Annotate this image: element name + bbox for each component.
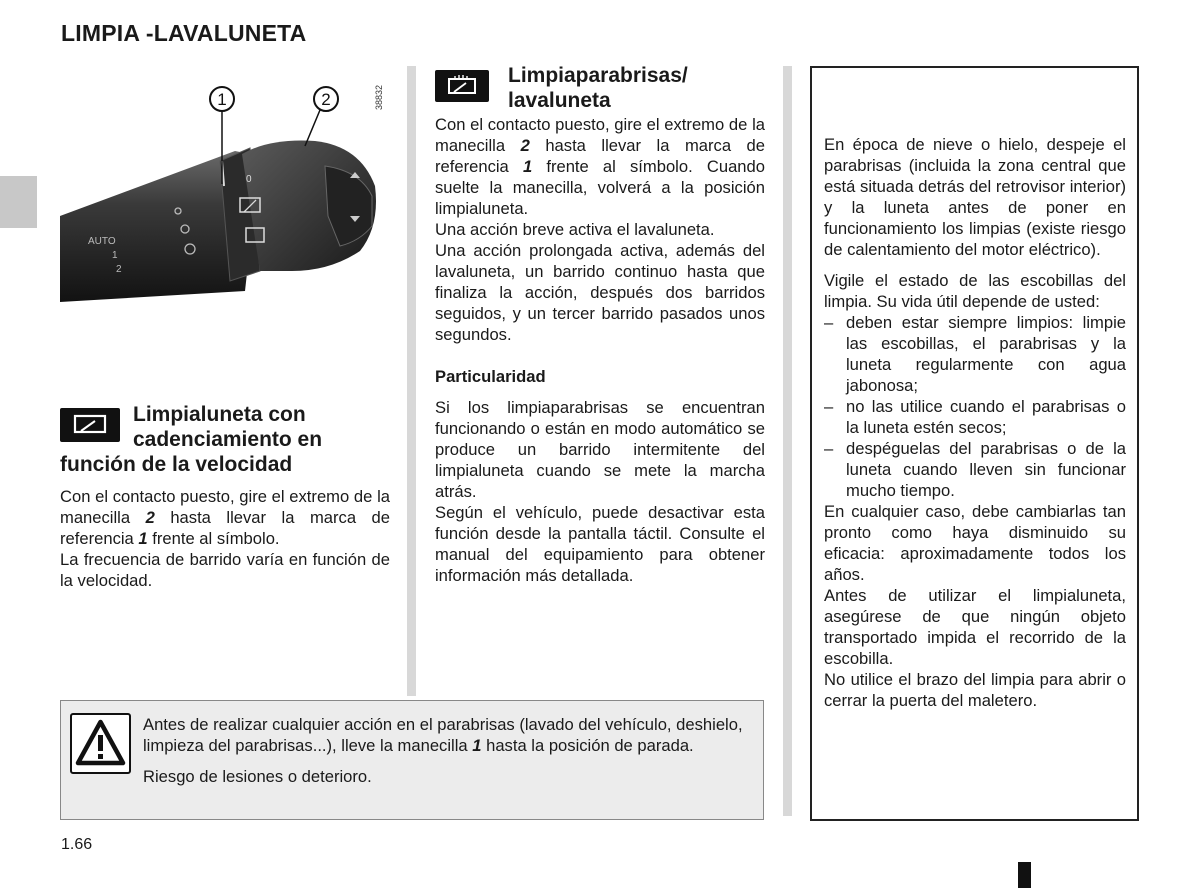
- column-divider-left: [407, 66, 416, 696]
- middle-paragraph-4: Si los limpiaparabrisas se encuentran funcionando o están en modo automático se produce un barrido intermitente del limpialuneta cuando se mete la marcha atrás.: [435, 398, 765, 501]
- middle-paragraph-3: Una acción prolongada activa, además del lavaluneta, un barrido continuo hasta que finaliza la acción, después dos barridos seguidos, y un tercer barrido pasados unos segundos.: [435, 241, 765, 344]
- page-number: 1.66: [61, 836, 93, 853]
- note-list-item: – no las utilice cuando el parabrisas o la luneta estén secos;: [824, 396, 1126, 438]
- note-paragraph-4: Antes de utilizar el limpialuneta, asegúrese de que ningún objeto transportado impida el recorrido de la escobilla.: [824, 586, 1126, 668]
- note-paragraph-3: En cualquier caso, debe cambiarlas tan pronto como haya disminuido su eficacia: aproximadamente todos los años.: [824, 502, 1126, 584]
- side-tab-marker: [0, 176, 37, 228]
- warning-line-2: Riesgo de lesiones o deterioro.: [143, 767, 372, 786]
- stalk-label-1: 1: [112, 250, 118, 261]
- page-title: LIMPIA -LAVALUNETA: [61, 20, 307, 46]
- left-paragraph-2: La frecuencia de barrido varía en función de la velocidad.: [60, 550, 390, 590]
- middle-heading: Limpiaparabrisas/ lavaluneta: [508, 64, 688, 112]
- svg-text:2: 2: [321, 90, 331, 109]
- middle-paragraph-1: Con el contacto puesto, gire el extremo de la manecilla 2 hasta llevar la marca de referencia 1 frente al símbolo. Cuando suelte la manecilla, volverá a la posición limpialuneta.: [435, 115, 765, 218]
- wiper-stalk-figure: [60, 66, 394, 306]
- middle-paragraph-2: Una acción breve activa el lavaluneta.: [435, 220, 715, 239]
- note-paragraph-2: Vigile el estado de las escobillas del limpia. Su vida útil depende de usted:: [824, 271, 1126, 311]
- middle-subheading: Particularidad: [435, 367, 546, 386]
- warning-triangle-icon: [70, 713, 131, 774]
- left-heading: Limpialuneta con cadenciamiento en función de la velocidad: [60, 403, 323, 476]
- wiper-stalk-illustration: [60, 66, 394, 306]
- svg-text:0: 0: [246, 174, 252, 185]
- warning-text: [143, 714, 751, 787]
- page-edge-marker: [1018, 862, 1031, 888]
- note-paragraph-1: En época de nieve o hielo, despeje el parabrisas (incluida la zona central que está situada detrás del retrovisor interior) y la luneta antes de poner en funcionamiento los limpias (existe riesgo de calentamiento del motor eléctrico).: [824, 135, 1126, 259]
- rear-washer-icon: [435, 70, 489, 102]
- left-paragraph-1: Con el contacto puesto, gire el extremo de la manecilla 2 hasta llevar la marca de referencia 1 frente al símbolo.: [60, 487, 390, 548]
- stalk-label-auto: AUTO: [88, 236, 116, 247]
- warning-line-1: Antes de realizar cualquier acción en el parabrisas (lavado del vehículo, deshielo, limpieza del parabrisas...), lleve la manecilla 1 hasta la posición de parada.: [143, 715, 743, 755]
- note-paragraph-5: No utilice el brazo del limpia para abrir o cerrar la puerta del maletero.: [824, 670, 1126, 710]
- left-body-text: [60, 486, 390, 591]
- note-list-item: – despéguelas del parabrisas o de la luneta cuando lleven sin funcionar mucho tiempo.: [824, 438, 1126, 501]
- note-list: [824, 312, 1126, 501]
- svg-text:1: 1: [217, 90, 227, 109]
- figure-ref-code: 38832: [374, 84, 384, 110]
- middle-body-text: [435, 114, 765, 586]
- middle-paragraph-5: Según el vehículo, puede desactivar esta función desde la pantalla táctil. Consulte el manual del equipamiento para obtener información más detallada.: [435, 503, 765, 585]
- note-box-text: [824, 134, 1126, 711]
- column-divider-right: [783, 66, 792, 816]
- note-list-item: – deben estar siempre limpios: limpie las escobillas, el parabrisas y la luneta regularmente con agua jabonosa;: [824, 312, 1126, 396]
- stalk-label-2: 2: [116, 264, 122, 275]
